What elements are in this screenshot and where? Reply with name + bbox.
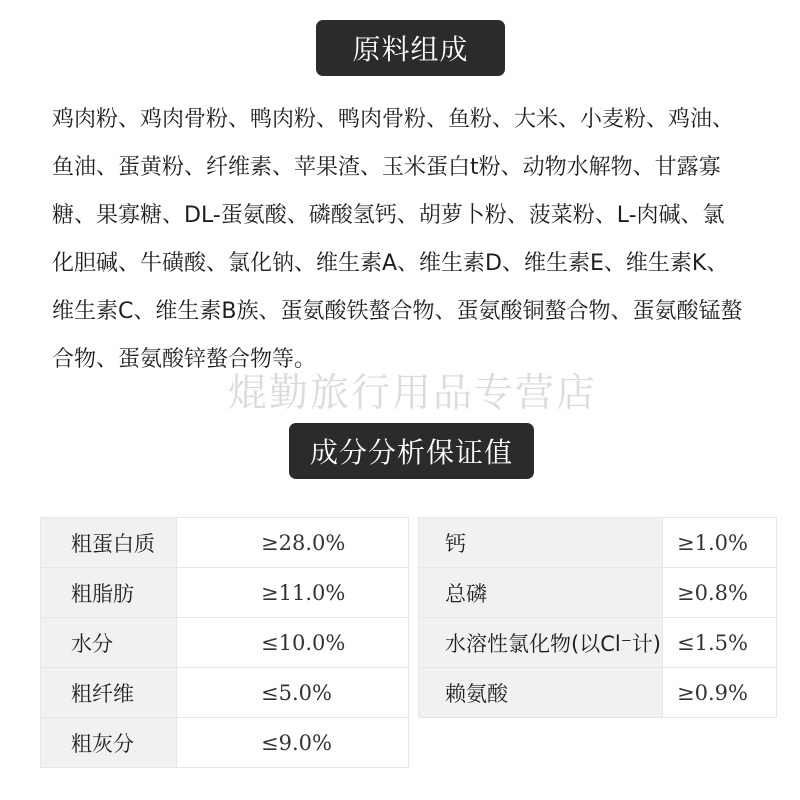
table-row	[41, 668, 409, 718]
ingredients-line: 维生素C、维生素B族、蛋氨酸铁螯合物、蛋氨酸铜螯合物、蛋氨酸锰螯	[52, 299, 743, 324]
nutrient-label: 水溶性氯化物(以Cl⁻计)	[419, 618, 663, 668]
ingredients-line: 鱼油、蛋黄粉、纤维素、苹果渣、玉米蛋白t粉、动物水解物、甘露寡	[52, 155, 721, 180]
ingredients-text	[52, 96, 776, 384]
nutrient-value: ≤9.0%	[177, 718, 409, 768]
nutrient-label: 粗脂肪	[41, 568, 177, 618]
ingredients-line: 糖、果寡糖、DL-蛋氨酸、磷酸氢钙、胡萝卜粉、菠菜粉、L-肉碱、氯	[52, 203, 725, 228]
nutrient-label: 总磷	[419, 568, 663, 618]
analysis-table-left	[40, 517, 409, 768]
nutrient-label: 钙	[419, 518, 663, 568]
table-row	[419, 568, 777, 618]
analysis-table-right	[418, 517, 777, 718]
table-row	[41, 568, 409, 618]
nutrient-value: ≥28.0%	[177, 518, 409, 568]
table-row	[41, 718, 409, 768]
ingredients-heading-text: 原料组成	[352, 33, 469, 66]
nutrient-value: ≤5.0%	[177, 668, 409, 718]
nutrient-value: ≤1.5%	[663, 618, 777, 668]
table-row	[419, 668, 777, 718]
nutrient-label: 粗纤维	[41, 668, 177, 718]
nutrient-value: ≥0.8%	[663, 568, 777, 618]
nutrient-label: 水分	[41, 618, 177, 668]
ingredients-line: 化胆碱、牛磺酸、氯化钠、维生素A、维生素D、维生素E、维生素K、	[52, 251, 729, 276]
table-row	[41, 618, 409, 668]
table-row	[419, 518, 777, 568]
ingredients-line: 鸡肉粉、鸡肉骨粉、鸭肉粉、鸭肉骨粉、鱼粉、大米、小麦粉、鸡油、	[52, 107, 735, 132]
table-row	[41, 518, 409, 568]
nutrient-value: ≥1.0%	[663, 518, 777, 568]
nutrient-label: 粗灰分	[41, 718, 177, 768]
nutrient-label: 粗蛋白质	[41, 518, 177, 568]
analysis-heading-text: 成分分析保证值	[309, 436, 513, 469]
ingredients-heading	[316, 20, 505, 76]
ingredients-line: 合物、蛋氨酸锌螯合物等。	[52, 347, 317, 372]
nutrient-value: ≥0.9%	[663, 668, 777, 718]
analysis-heading	[289, 423, 534, 479]
store-watermark: 焜勤旅行用品专营店	[228, 371, 598, 416]
table-row	[419, 618, 777, 668]
nutrient-value: ≤10.0%	[177, 618, 409, 668]
nutrient-label: 赖氨酸	[419, 668, 663, 718]
nutrient-value: ≥11.0%	[177, 568, 409, 618]
